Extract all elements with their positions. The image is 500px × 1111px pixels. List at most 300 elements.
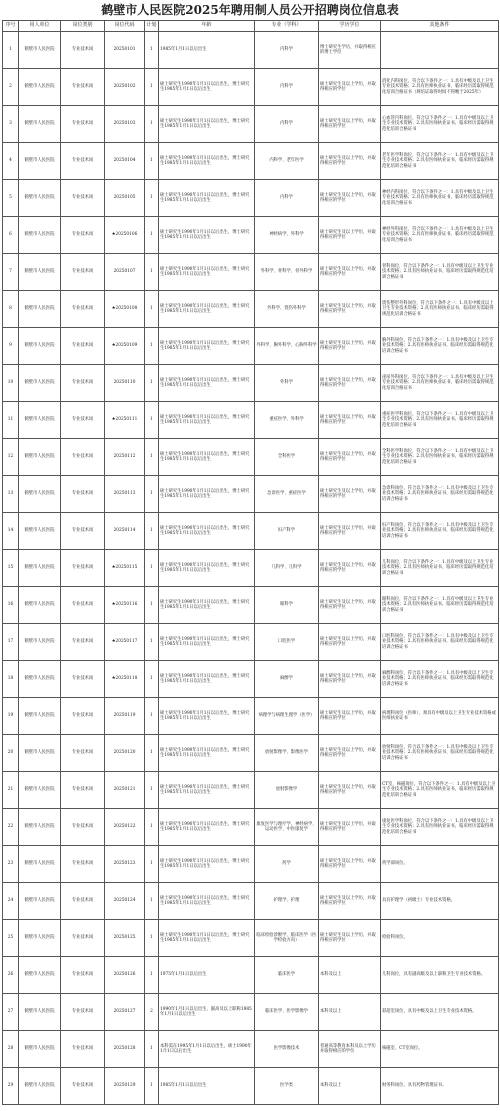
table-row (3, 365, 499, 402)
cell-type: 专业技术岗 (61, 957, 105, 994)
cell-other: 眼科岗位，符合以下条件之一：1.具有中级及以上卫生专业技术资格；2.具有医师执业证书，临床经历需取得规范化培训合格证书 (381, 587, 499, 624)
cell-unit: 鹤壁市人民医院 (19, 920, 61, 957)
table-row (3, 217, 499, 254)
table-body (3, 32, 499, 1105)
cell-plan: 1 (145, 1068, 159, 1105)
cell-unit: 鹤壁市人民医院 (19, 254, 61, 291)
cell-unit: 鹤壁市人民医院 (19, 661, 61, 698)
cell-unit: 鹤壁市人民医院 (19, 846, 61, 883)
cell-plan: 1 (145, 365, 159, 402)
cell-type: 专业技术岗 (61, 1031, 105, 1068)
cell-other: 胸外科岗位，符合以下条件之一：1.具有中级及以上卫生专业技术资格；2.具有医师执业证书，临床经历需取得规范化培训合格证书 (381, 328, 499, 365)
cell-type: 专业技术岗 (61, 735, 105, 772)
col-seq-header: 序号 (3, 21, 19, 32)
table-row (3, 1031, 499, 1068)
cell-other: 重症医学科岗位，符合以下条件之一：1.具有中级及以上卫生专业技术资格；2.具有医师执业证书，临床经历需取得规范化培训合格证书 (381, 402, 499, 439)
cell-code: 20250124 (105, 883, 145, 920)
cell-plan: 1 (145, 254, 159, 291)
cell-plan: 1 (145, 846, 159, 883)
cell-plan: 2 (145, 994, 159, 1031)
cell-seq: 28 (3, 1031, 19, 1068)
table-row (3, 550, 499, 587)
cell-age: 硕士研究生1990年1月1日以后出生，博士研究生1985年1月1日以后出生 (159, 587, 255, 624)
cell-unit: 鹤壁市人民医院 (19, 143, 61, 180)
cell-other: 具有护理学（初级士）专业技术资格。 (381, 883, 499, 920)
cell-other: 消化内科岗位，符合以下条件之一：1.具有中级及以上卫生专业技术资格；2.具有医师执业证书，临床经历需取得规范化培训合格证书（规培证取得时间不得晚于2025年） (381, 69, 499, 106)
cell-type: 专业技术岗 (61, 365, 105, 402)
cell-plan: 1 (145, 772, 159, 809)
cell-code: 20250119 (105, 698, 145, 735)
table-row (3, 439, 499, 476)
cell-degree: 硕士研究生及以上学历，并取得相应的学位 (319, 661, 381, 698)
cell-age: 硕士研究生1990年1月1日以后出生，博士研究生1985年1月1日以后出生 (159, 846, 255, 883)
cell-degree: 硕士研究生及以上学历，并取得相应的学位 (319, 291, 381, 328)
cell-degree: 硕士研究生及以上学历，并取得相应的学位 (319, 328, 381, 365)
cell-code: 20250125 (105, 920, 145, 957)
cell-unit: 鹤壁市人民医院 (19, 365, 61, 402)
cell-type: 专业技术岗 (61, 180, 105, 217)
cell-major: 内科学 (255, 69, 319, 106)
cell-unit: 鹤壁市人民医院 (19, 32, 61, 69)
cell-plan: 1 (145, 957, 159, 994)
cell-code: ★20250106 (105, 217, 145, 254)
cell-age: 硕士研究生1990年1月1日以后出生，博士研究生1985年1月1日以后出生 (159, 772, 255, 809)
cell-degree: 博士研究生学历，并取得相应的博士学位 (319, 32, 381, 69)
cell-plan: 1 (145, 69, 159, 106)
cell-degree: 硕士研究生及以上学历，并取得相应的学位 (319, 846, 381, 883)
col-other-header: 其他条件 (381, 21, 499, 32)
table-row (3, 291, 499, 328)
cell-type: 专业技术岗 (61, 476, 105, 513)
cell-major: 医学类 (255, 1068, 319, 1105)
recruitment-table (2, 20, 499, 1105)
cell-age: 硕士研究生1990年1月1日以后出生，博士研究生1985年1月1日以后出生 (159, 698, 255, 735)
cell-plan: 1 (145, 735, 159, 772)
cell-degree: 硕士研究生及以上学历，并取得相应的学位 (319, 402, 381, 439)
cell-major: 病理学与病理生理学（医学） (255, 698, 319, 735)
cell-code: ★20250109 (105, 328, 145, 365)
cell-plan: 1 (145, 1031, 159, 1068)
cell-age: 硕士研究生1990年1月1日以后出生，博士研究生1985年1月1日以后出生 (159, 402, 255, 439)
cell-age: 硕士研究生1990年1月1日以后出生，博士研究生1985年1月1日以后出生 (159, 143, 255, 180)
cell-seq: 22 (3, 809, 19, 846)
cell-major: 儿科学、儿科学 (255, 550, 319, 587)
table-row (3, 106, 499, 143)
cell-code: 20250127 (105, 994, 145, 1031)
cell-major: 麻醉学 (255, 661, 319, 698)
cell-code: 20250123 (105, 846, 145, 883)
table-row (3, 698, 499, 735)
cell-code: ★20250118 (105, 661, 145, 698)
cell-code: 20250129 (105, 1068, 145, 1105)
cell-other: 放射科岗位，符合以下条件之一：1.具有中级及以上卫生专业技术资格；2.具有医师执业证书，临床经历需取得规范化培训合格证书 (381, 735, 499, 772)
cell-unit: 鹤壁市人民医院 (19, 957, 61, 994)
cell-other (381, 32, 499, 69)
cell-unit: 鹤壁市人民医院 (19, 439, 61, 476)
cell-plan: 1 (145, 32, 159, 69)
cell-age: 硕士研究生1990年1月1日以后出生，博士研究生1985年1月1日以后出生 (159, 328, 255, 365)
cell-unit: 鹤壁市人民医院 (19, 587, 61, 624)
cell-code: 20250122 (105, 809, 145, 846)
cell-unit: 鹤壁市人民医院 (19, 328, 61, 365)
cell-age: 硕士研究生1990年1月1日以后出生，博士研究生1985年1月1日以后出生 (159, 550, 255, 587)
cell-age: 硕士研究生1990年1月1日以后出生，博士研究生1985年1月1日以后出生 (159, 439, 255, 476)
cell-type: 专业技术岗 (61, 69, 105, 106)
table-row (3, 772, 499, 809)
cell-plan: 1 (145, 180, 159, 217)
cell-seq: 18 (3, 661, 19, 698)
cell-code: 20250101 (105, 32, 145, 69)
cell-plan: 1 (145, 217, 159, 254)
cell-seq: 5 (3, 180, 19, 217)
table-row (3, 254, 499, 291)
col-major-header: 专业（学科） (255, 21, 319, 32)
table-row (3, 994, 499, 1031)
cell-degree: 硕士研究生及以上学历，并取得相应的学位 (319, 180, 381, 217)
cell-degree: 硕士研究生及以上学历，并取得相应的学位 (319, 550, 381, 587)
cell-other: CT室、核磁岗位，符合以下条件之一：1.具有中级及以上卫生专业技术资格；2.具有医师执业证书，临床经历需取得规范化培训合格证书 (381, 772, 499, 809)
cell-seq: 3 (3, 106, 19, 143)
table-row (3, 809, 499, 846)
cell-code: 20250114 (105, 513, 145, 550)
cell-major: 外科学、胸外科学、心胸外科学 (255, 328, 319, 365)
cell-age: 硕士研究生1990年1月1日以后出生，博士研究生1985年1月1日以后出生 (159, 180, 255, 217)
cell-degree: 本科及以上 (319, 994, 381, 1031)
cell-unit: 鹤壁市人民医院 (19, 883, 61, 920)
table-row (3, 513, 499, 550)
col-age-header: 年龄 (159, 21, 255, 32)
cell-age: 1985年1月1日以后出生 (159, 32, 255, 69)
table-row (3, 735, 499, 772)
cell-age: 硕士研究生1990年1月1日以后出生，博士研究生1985年1月1日以后出生 (159, 365, 255, 402)
cell-seq: 19 (3, 698, 19, 735)
cell-plan: 1 (145, 624, 159, 661)
cell-type: 专业技术岗 (61, 402, 105, 439)
table-row (3, 957, 499, 994)
cell-type: 专业技术岗 (61, 32, 105, 69)
cell-plan: 1 (145, 809, 159, 846)
cell-other: 烧伤整形外科岗位，符合以下条件之一：1.具有中级及以上卫生专业技术资格；2.具有医师执业证书，临床经历需取得规范化培训合格证书 (381, 291, 499, 328)
cell-code: 20250105 (105, 180, 145, 217)
cell-age: 硕士研究生1990年1月1日以后出生，博士研究生1985年1月1日以后出生 (159, 735, 255, 772)
cell-major: 神经病学、外科学 (255, 217, 319, 254)
cell-type: 专业技术岗 (61, 920, 105, 957)
cell-degree: 本科及以上 (319, 957, 381, 994)
cell-age: 硕士研究生1990年1月1日以后出生，博士研究生1985年1月1日以后出生 (159, 254, 255, 291)
cell-code: 20250103 (105, 106, 145, 143)
cell-code: 20250121 (105, 772, 145, 809)
table-row (3, 402, 499, 439)
cell-other: 心血管内科岗位，符合以下条件之一：1.具有中级及以上卫生专业技术资格；2.具有医师执业证书，临床经历需取得规范化培训合格证书 (381, 106, 499, 143)
cell-degree: 硕士研究生及以上学历，并取得相应的学位 (319, 254, 381, 291)
cell-type: 专业技术岗 (61, 772, 105, 809)
cell-plan: 1 (145, 661, 159, 698)
cell-major: 全科医学 (255, 439, 319, 476)
cell-degree: 硕士研究生及以上学历，并取得相应的学位 (319, 439, 381, 476)
table-row (3, 69, 499, 106)
cell-plan: 1 (145, 513, 159, 550)
cell-unit: 鹤壁市人民医院 (19, 217, 61, 254)
cell-seq: 6 (3, 217, 19, 254)
cell-age: 硕士研究生1990年1月1日以后出生，博士研究生1985年1月1日以后出生 (159, 106, 255, 143)
cell-other: 药学部岗位。 (381, 846, 499, 883)
cell-unit: 鹤壁市人民医院 (19, 291, 61, 328)
cell-age: 硕士研究生1990年1月1日以后出生，博士研究生1985年1月1日以后出生 (159, 624, 255, 661)
cell-other: 口腔科岗位，符合以下条件之一：1.具有中级及以上卫生专业技术资格；2.具有医师执业证书，临床经历需取得规范化培训合格证书 (381, 624, 499, 661)
cell-seq: 13 (3, 476, 19, 513)
cell-major: 妇产科学 (255, 513, 319, 550)
cell-age: 硕士研究生1990年1月1日以后出生，博士研究生1985年1月1日以后出生 (159, 69, 255, 106)
cell-seq: 25 (3, 920, 19, 957)
cell-plan: 1 (145, 920, 159, 957)
cell-type: 专业技术岗 (61, 513, 105, 550)
cell-code: 20250126 (105, 957, 145, 994)
cell-code: 20250120 (105, 735, 145, 772)
cell-seq: 14 (3, 513, 19, 550)
cell-major: 内科学 (255, 106, 319, 143)
cell-plan: 1 (145, 698, 159, 735)
cell-type: 专业技术岗 (61, 809, 105, 846)
cell-seq: 12 (3, 439, 19, 476)
cell-plan: 1 (145, 587, 159, 624)
cell-seq: 15 (3, 550, 19, 587)
cell-type: 专业技术岗 (61, 550, 105, 587)
cell-unit: 鹤壁市人民医院 (19, 1068, 61, 1105)
cell-seq: 17 (3, 624, 19, 661)
cell-major: 口腔医学 (255, 624, 319, 661)
col-degree-header: 学历学位 (319, 21, 381, 32)
cell-code: ★20250117 (105, 624, 145, 661)
cell-major: 临床检验诊断学、临床医学（医学检验方向） (255, 920, 319, 957)
cell-code: ★20250111 (105, 402, 145, 439)
cell-age: 硕士研究生1990年1月1日以后出生，博士研究生1985年1月1日以后出生 (159, 883, 255, 920)
cell-unit: 鹤壁市人民医院 (19, 513, 61, 550)
cell-major: 护理学、护理 (255, 883, 319, 920)
cell-unit: 鹤壁市人民医院 (19, 550, 61, 587)
cell-unit: 鹤壁市人民医院 (19, 180, 61, 217)
cell-plan: 1 (145, 143, 159, 180)
cell-major: 外科学 (255, 365, 319, 402)
cell-seq: 26 (3, 957, 19, 994)
cell-unit: 鹤壁市人民医院 (19, 994, 61, 1031)
cell-major: 眼科学 (255, 587, 319, 624)
cell-type: 专业技术岗 (61, 661, 105, 698)
cell-unit: 鹤壁市人民医院 (19, 69, 61, 106)
cell-code: ★20250115 (105, 550, 145, 587)
table-row (3, 32, 499, 69)
cell-degree: 硕士研究生及以上学历，并取得相应的学位 (319, 735, 381, 772)
cell-code: ★20250108 (105, 291, 145, 328)
cell-code: 20250128 (105, 1031, 145, 1068)
cell-other: 老年医学科岗位，符合以下条件之一：1.具有中级及以上卫生专业技术资格；2.具有医师执业证书，临床经历需取得规范化培训合格证书 (381, 143, 499, 180)
cell-age: 1985年1月1日以后出生 (159, 1068, 255, 1105)
cell-code: 20250110 (105, 365, 145, 402)
cell-other: 神经外科岗位，符合以下条件之一：1.具有中级及以上卫生专业技术资格；2.具有医师执业证书，临床经历需取得规范化培训合格证书 (381, 217, 499, 254)
cell-type: 专业技术岗 (61, 254, 105, 291)
cell-degree: 硕士研究生及以上学历，并取得相应的学位 (319, 698, 381, 735)
cell-unit: 鹤壁市人民医院 (19, 402, 61, 439)
cell-other: 病理科岗位（医师），须具有中级及以上卫生专业技术资格或医师执业证书 (381, 698, 499, 735)
cell-seq: 7 (3, 254, 19, 291)
cell-plan: 1 (145, 328, 159, 365)
cell-other: 麻醉科岗位，符合以下条件之一：1.具有中级及以上卫生专业技术资格；2.具有医师执业证书，临床经历需取得规范化培训合格证书 (381, 661, 499, 698)
cell-seq: 29 (3, 1068, 19, 1105)
cell-unit: 鹤壁市人民医院 (19, 772, 61, 809)
cell-other: 急诊科岗位，符合以下条件之一：1.具有中级及以上卫生专业技术资格；2.具有医师执业证书，临床经历需取得规范化培训合格证书 (381, 476, 499, 513)
table-row (3, 476, 499, 513)
cell-seq: 16 (3, 587, 19, 624)
cell-degree: 硕士研究生及以上学历，并取得相应的学位 (319, 476, 381, 513)
table-row (3, 661, 499, 698)
cell-major: 重症医学、外科学 (255, 402, 319, 439)
cell-age: 硕士研究生1990年1月1日以后出生，博士研究生1985年1月1日以后出生 (159, 920, 255, 957)
cell-plan: 1 (145, 291, 159, 328)
cell-major: 药学 (255, 846, 319, 883)
cell-major: 临床医学、医学影像学 (255, 994, 319, 1031)
cell-seq: 11 (3, 402, 19, 439)
cell-degree: 硕士研究生及以上学历，并取得相应的学位 (319, 624, 381, 661)
cell-seq: 4 (3, 143, 19, 180)
cell-type: 专业技术岗 (61, 587, 105, 624)
col-code-header: 岗位代码 (105, 21, 145, 32)
cell-unit: 鹤壁市人民医院 (19, 698, 61, 735)
cell-major: 医学影像技术 (255, 1031, 319, 1068)
cell-major: 内科学 (255, 180, 319, 217)
cell-other: 儿科岗位，具有副高级及以上职称卫生专业技术资格。 (381, 957, 499, 994)
cell-code: 20250104 (105, 143, 145, 180)
cell-major: 外科学、骨科学、骨外科学 (255, 254, 319, 291)
cell-other: 核磁室、CT室岗位。 (381, 1031, 499, 1068)
table-row (3, 328, 499, 365)
cell-other: 全科医学科岗位，符合以下条件之一：1.具有中级及以上卫生专业技术资格；2.具有医师执业证书，临床经历需取得规范化培训合格证书 (381, 439, 499, 476)
cell-degree: 普通高等教育本科及以上学历并取得相应的学位 (319, 1031, 381, 1068)
cell-degree: 硕士研究生及以上学历，并取得相应的学位 (319, 772, 381, 809)
cell-type: 专业技术岗 (61, 328, 105, 365)
cell-type: 专业技术岗 (61, 624, 105, 661)
col-plan-header: 计划 (145, 21, 159, 32)
cell-major: 临床医学 (255, 957, 319, 994)
table-row (3, 587, 499, 624)
cell-plan: 1 (145, 439, 159, 476)
cell-major: 急诊医学、重症医学 (255, 476, 319, 513)
table-row (3, 143, 499, 180)
cell-major: 康复医学与理疗学、神经病学、运动医学、中医康复学 (255, 809, 319, 846)
cell-degree: 硕士研究生及以上学历，并取得相应的学位 (319, 217, 381, 254)
cell-unit: 鹤壁市人民医院 (19, 1031, 61, 1068)
cell-type: 专业技术岗 (61, 1068, 105, 1105)
cell-type: 专业技术岗 (61, 143, 105, 180)
cell-age: 硕士研究生1990年1月1日以后出生，博士研究生1985年1月1日以后出生 (159, 291, 255, 328)
cell-unit: 鹤壁市人民医院 (19, 476, 61, 513)
cell-plan: 1 (145, 883, 159, 920)
cell-code: 20250107 (105, 254, 145, 291)
cell-other: 财务科岗位，具有药物管理证书。 (381, 1068, 499, 1105)
cell-age: 硕士研究生1990年1月1日以后出生，博士研究生1985年1月1日以后出生 (159, 809, 255, 846)
cell-other: 彩超室岗位，具有中级及以上卫生专业技术资格。 (381, 994, 499, 1031)
table-row (3, 624, 499, 661)
cell-unit: 鹤壁市人民医院 (19, 735, 61, 772)
cell-seq: 9 (3, 328, 19, 365)
cell-degree: 硕士研究生及以上学历，并取得相应的学位 (319, 809, 381, 846)
table-row (3, 883, 499, 920)
col-unit-header: 用人单位 (19, 21, 61, 32)
cell-degree: 硕士研究生及以上学历，并取得相应的学位 (319, 106, 381, 143)
cell-seq: 2 (3, 69, 19, 106)
cell-major: 放射影像学、影像医学 (255, 735, 319, 772)
cell-degree: 硕士研究生及以上学历，并取得相应的学位 (319, 920, 381, 957)
cell-seq: 27 (3, 994, 19, 1031)
cell-type: 专业技术岗 (61, 439, 105, 476)
cell-type: 专业技术岗 (61, 291, 105, 328)
cell-plan: 1 (145, 550, 159, 587)
cell-seq: 24 (3, 883, 19, 920)
cell-degree: 硕士研究生及以上学历，并取得相应的学位 (319, 143, 381, 180)
cell-seq: 23 (3, 846, 19, 883)
cell-other: 儿科岗位，符合以下条件之一：1.具有中级及以上卫生专业技术资格；2.具有医师执业证书，临床经历需取得规范化培训合格证书 (381, 550, 499, 587)
cell-code: 20250102 (105, 69, 145, 106)
cell-age: 硕士研究生1990年1月1日以后出生，博士研究生1985年1月1日以后出生 (159, 513, 255, 550)
cell-age: 硕士研究生1990年1月1日以后出生，博士研究生1985年1月1日以后出生 (159, 661, 255, 698)
cell-code: ★20250116 (105, 587, 145, 624)
cell-type: 专业技术岗 (61, 106, 105, 143)
cell-plan: 1 (145, 476, 159, 513)
cell-degree: 硕士研究生及以上学历，并取得相应的学位 (319, 513, 381, 550)
cell-degree: 硕士研究生及以上学历，并取得相应的学位 (319, 883, 381, 920)
cell-type: 专业技术岗 (61, 698, 105, 735)
table-row (3, 846, 499, 883)
cell-age: 1975年1月1日以后出生 (159, 957, 255, 994)
cell-plan: 1 (145, 106, 159, 143)
header-row (3, 21, 499, 32)
cell-other: 妇产科岗位，符合以下条件之一：1.具有中级及以上卫生专业技术资格；2.具有医师执业证书，临床经历需取得规范化培训合格证书 (381, 513, 499, 550)
cell-major: 放射影像学 (255, 772, 319, 809)
cell-plan: 1 (145, 402, 159, 439)
table-row (3, 920, 499, 957)
cell-type: 专业技术岗 (61, 217, 105, 254)
cell-age: 硕士研究生1990年1月1日以后出生，博士研究生1985年1月1日以后出生 (159, 476, 255, 513)
cell-type: 专业技术岗 (61, 846, 105, 883)
table-row (3, 1068, 499, 1105)
cell-seq: 8 (3, 291, 19, 328)
cell-unit: 鹤壁市人民医院 (19, 106, 61, 143)
cell-unit: 鹤壁市人民医院 (19, 624, 61, 661)
cell-age: 本科需在1995年1月1日以后出生，硕士1990年1月1日以后出生 (159, 1031, 255, 1068)
cell-unit: 鹤壁市人民医院 (19, 809, 61, 846)
cell-major: 外科学、烧伤外科学 (255, 291, 319, 328)
cell-other: 检验科岗位。 (381, 920, 499, 957)
cell-seq: 1 (3, 32, 19, 69)
table-row (3, 180, 499, 217)
cell-major: 内科学 (255, 32, 319, 69)
cell-seq: 21 (3, 772, 19, 809)
page-title: 鹤壁市人民医院2025年聘用制人员公开招聘岗位信息表 (101, 3, 399, 17)
cell-type: 专业技术岗 (61, 994, 105, 1031)
cell-code: 20250113 (105, 476, 145, 513)
cell-seq: 10 (3, 365, 19, 402)
cell-degree: 硕士研究生及以上学历，并取得相应的学位 (319, 365, 381, 402)
cell-age: 硕士研究生1990年1月1日以后出生，博士研究生1985年1月1日以后出生 (159, 217, 255, 254)
cell-code: 20250112 (105, 439, 145, 476)
cell-other: 康复医学科岗位，符合以下条件之一：1.具有中级及以上卫生专业技术资格；2.具有医师执业证书，临床经历需取得规范化培训合格证书 (381, 809, 499, 846)
cell-degree: 硕士研究生及以上学历，并取得相应的学位 (319, 587, 381, 624)
cell-degree: 硕士研究生及以上学历，并取得相应的学位 (319, 69, 381, 106)
col-type-header: 岗位类别 (61, 21, 105, 32)
cell-major: 内科学、老年医学 (255, 143, 319, 180)
cell-other: 泌尿外科岗位，符合以下条件之一：1.具有中级及以上卫生专业技术资格；2.具有医师执业证书，临床经历需取得规范化培训合格证书 (381, 365, 499, 402)
cell-other: 神经内科岗位，符合以下条件之一：1.具有中级及以上卫生专业技术资格；2.具有医师执业证书，临床经历需取得规范化培训合格证书 (381, 180, 499, 217)
cell-type: 专业技术岗 (61, 883, 105, 920)
cell-degree: 本科及以上 (319, 1068, 381, 1105)
